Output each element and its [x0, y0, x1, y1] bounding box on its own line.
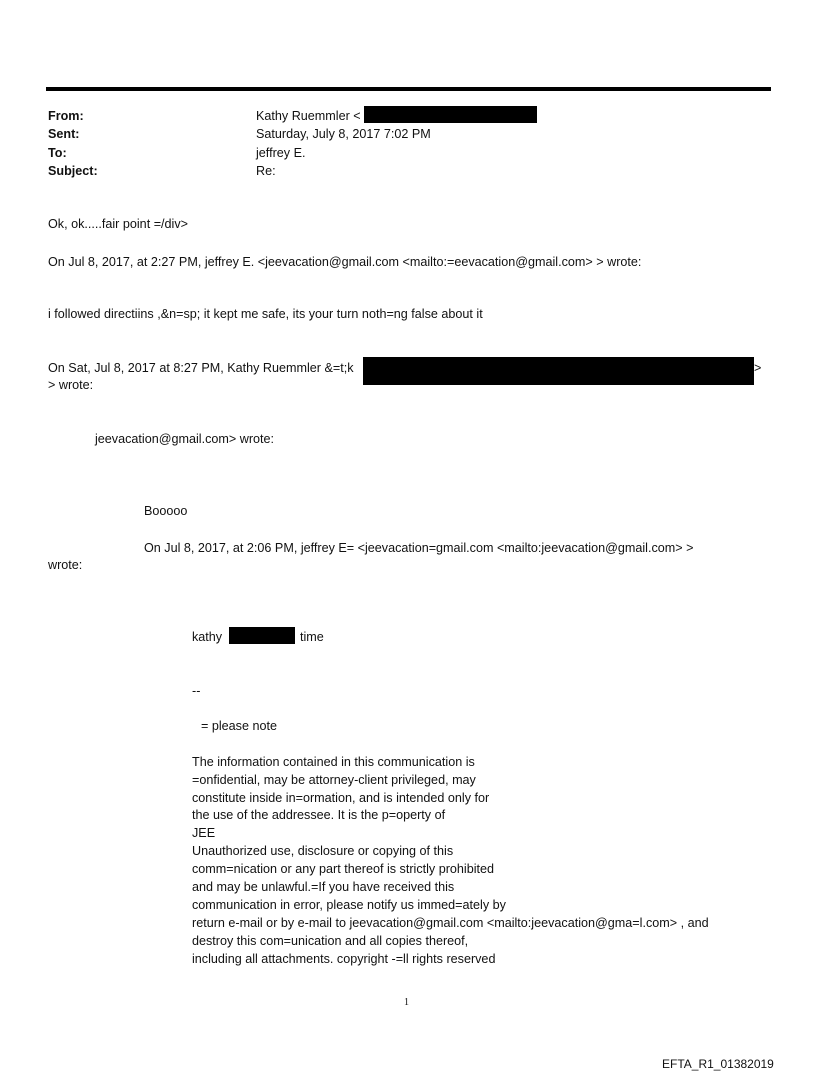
body-line-email-fragment: jeevacation@gmail.com> wrote:: [95, 432, 275, 446]
subject-value: Re:: [256, 164, 276, 178]
sent-value: Saturday, July 8, 2017 7:02 PM: [256, 127, 431, 141]
body-line-time: time: [300, 630, 324, 644]
notice-line: JEE: [192, 826, 216, 840]
body-line-quote-header-3: On Jul 8, 2017, at 2:06 PM, jeffrey E= <jeevacation=gmail.com <mailto:jeevacation@gmail.com> >: [144, 541, 694, 555]
header-rule: [46, 87, 771, 91]
notice-line: return e-mail or by e-mail to jeevacation@gmail.com <mailto:jeevacation@gma=l.com> , and: [192, 916, 709, 930]
notice-line: Unauthorized use, disclosure or copying of this: [192, 844, 454, 858]
body-line-reply: Ok, ok.....fair point =/div>: [48, 217, 188, 231]
body-line-wrote: > wrote:: [48, 378, 94, 392]
notice-line: the use of the addressee. It is the p=operty of: [192, 808, 446, 822]
notice-line: destroy this com=unication and all copies thereof,: [192, 934, 469, 948]
document-id-footer: EFTA_R1_01382019: [662, 1057, 774, 1071]
notice-line: including all attachments. copyright -=ll rights reserved: [192, 952, 496, 966]
notice-line: and may be unlawful.=If you have received this: [192, 880, 455, 894]
redaction-box: [363, 357, 754, 385]
notice-line: communication in error, please notify us immed=ately by: [192, 898, 506, 912]
sent-label: Sent:: [48, 127, 80, 141]
notice-line: comm=nication or any part thereof is strictly prohibited: [192, 862, 495, 876]
signature-dash: --: [192, 684, 201, 698]
to-value: jeffrey E.: [256, 146, 306, 160]
body-line-quoted-text: i followed directiins ,&n=sp; it kept me safe, its your turn noth=ng false about it: [48, 307, 483, 321]
subject-label: Subject:: [48, 164, 98, 178]
from-label: From:: [48, 109, 84, 123]
body-line-wrote-2: wrote:: [48, 558, 83, 572]
redaction-box: [364, 106, 537, 123]
notice-line: constitute inside in=ormation, and is intended only for: [192, 791, 490, 805]
page-number: 1: [404, 997, 409, 1008]
body-line-quote-header-2: On Sat, Jul 8, 2017 at 8:27 PM, Kathy Ruemmler &=t;k: [48, 361, 354, 375]
body-line-booooo: Booooo: [144, 504, 188, 518]
redaction-box: [229, 627, 295, 644]
notice-line: =onfidential, may be attorney-client privileged, may: [192, 773, 476, 787]
signature-note: = please note: [201, 719, 277, 733]
body-line-quote-header-2-tail: >: [754, 361, 762, 375]
to-label: To:: [48, 146, 67, 160]
from-value: Kathy Ruemmler <: [256, 109, 361, 123]
body-line-kathy: kathy: [192, 630, 223, 644]
notice-line: The information contained in this communication is: [192, 755, 475, 769]
body-line-quote-header-1: On Jul 8, 2017, at 2:27 PM, jeffrey E. <jeevacation@gmail.com <mailto:=eevacation@gmail.com> > wrote:: [48, 255, 642, 269]
